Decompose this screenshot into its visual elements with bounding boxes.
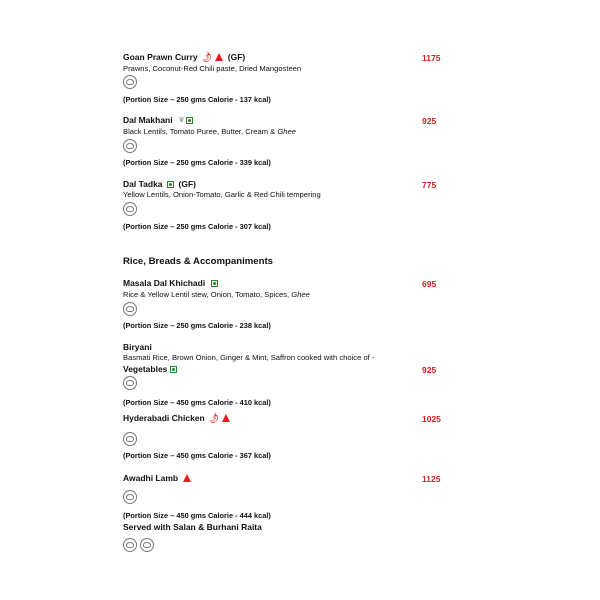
price: 1175 xyxy=(422,53,441,63)
biryani-option-hyderabadi-chicken: Hyderabadi Chicken 🌶 xyxy=(123,413,230,423)
nonveg-triangle-icon xyxy=(215,53,223,61)
dietary-seals xyxy=(123,376,137,390)
price: 1025 xyxy=(422,414,441,424)
biryani-option-vegetables: Vegetables xyxy=(123,364,177,374)
dietary-seal-icon xyxy=(140,538,154,552)
gluten-free-tag: (GF) xyxy=(227,52,246,62)
menu-item-description: Prawns, Coconut-Red Chili paste, Dried Mangosteen xyxy=(123,64,302,73)
gluten-free-tag: (GF) xyxy=(178,179,196,189)
price: 775 xyxy=(422,180,437,190)
dietary-seal-icon xyxy=(123,202,137,216)
dietary-seals xyxy=(123,490,137,504)
price: 695 xyxy=(422,279,437,289)
veg-symbol-icon xyxy=(167,181,174,188)
nonveg-triangle-icon xyxy=(183,474,191,482)
leaf-icon: ❦ xyxy=(178,117,185,124)
dietary-seal-icon xyxy=(123,139,137,153)
dietary-seals xyxy=(123,538,154,552)
dietary-seals xyxy=(123,432,137,446)
portion-info: (Portion Size – 450 gms Calorie - 444 kcal) xyxy=(123,511,271,520)
veg-symbol-icon xyxy=(170,366,177,373)
veg-symbol-icon xyxy=(186,117,193,124)
price: 1125 xyxy=(422,474,441,484)
price: 925 xyxy=(422,365,437,375)
price: 925 xyxy=(422,116,437,126)
dietary-seals xyxy=(123,302,137,316)
dietary-seal-icon xyxy=(123,538,137,552)
menu-item-name-masala-dal-khichadi: Masala Dal Khichadi xyxy=(123,278,218,288)
menu-item-name-goan-prawn-curry: Goan Prawn Curry 🌶 (GF) xyxy=(123,50,246,64)
menu-item-description: Black Lentils, Tomato Puree, Butter, Cream & Ghee xyxy=(123,127,296,136)
dietary-seal-icon xyxy=(123,432,137,446)
menu-item-name-biryani: Biryani xyxy=(123,342,152,352)
menu-item-name-dal-tadka: Dal Tadka (GF) xyxy=(123,179,196,189)
dietary-seal-icon xyxy=(123,490,137,504)
section-heading: Rice, Breads & Accompaniments xyxy=(123,256,273,267)
menu-item-description: Basmati Rice, Brown Onion, Ginger & Mint, Saffron cooked with choice of - xyxy=(123,353,375,362)
chili-icon: 🌶 xyxy=(207,411,221,425)
dietary-seals xyxy=(123,75,137,89)
portion-info: (Portion Size – 250 gms Calorie - 339 kcal) xyxy=(123,158,271,167)
dietary-seals xyxy=(123,139,137,153)
served-with-note: Served with Salan & Burhani Raita xyxy=(123,522,262,532)
menu-item-name-dal-makhani: Dal Makhani ❦ xyxy=(123,115,193,125)
veg-symbol-icon xyxy=(211,280,218,287)
portion-info: (Portion Size – 450 gms Calorie - 410 kcal) xyxy=(123,398,271,407)
menu-item-description: Rice & Yellow Lentil stew, Onion, Tomato, Spices, Ghee xyxy=(123,290,310,299)
nonveg-triangle-icon xyxy=(222,414,230,422)
menu-item-description: Yellow Lentils, Onion-Tomato, Garlic & Red Chili tempering xyxy=(123,190,321,199)
dietary-seal-icon xyxy=(123,376,137,390)
portion-info: (Portion Size – 250 gms Calorie - 238 kcal) xyxy=(123,321,271,330)
dietary-seal-icon xyxy=(123,75,137,89)
dietary-seals xyxy=(123,202,137,216)
portion-info: (Portion Size – 450 gms Calorie - 367 kcal) xyxy=(123,451,271,460)
portion-info: (Portion Size – 250 gms Calorie - 307 kcal) xyxy=(123,222,271,231)
dietary-seal-icon xyxy=(123,302,137,316)
portion-info: (Portion Size – 250 gms Calorie - 137 kcal) xyxy=(123,95,271,104)
biryani-option-awadhi-lamb: Awadhi Lamb xyxy=(123,473,191,483)
chili-icon: 🌶 xyxy=(200,50,214,64)
